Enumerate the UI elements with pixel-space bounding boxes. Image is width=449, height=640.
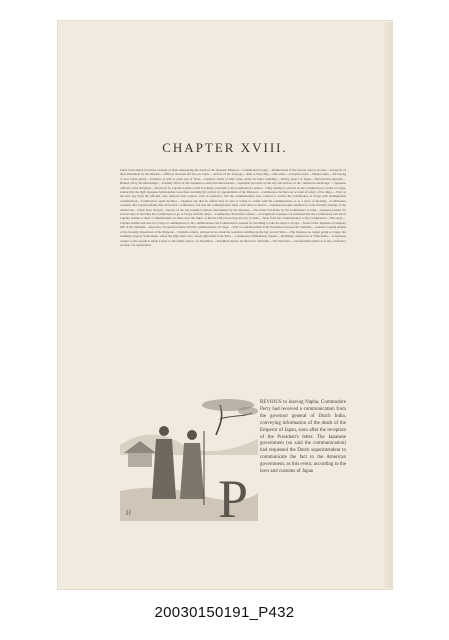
engraving-illustration — [120, 395, 258, 521]
body-paragraph — [260, 400, 346, 476]
chapter-summary: Letter from Dutch Governor General of India announcing the death of the Japanese Emperor.—Commodore's reply.—Enumeration of the several objects in view.—Prospects of their attainment by the mission.—Officers and men left in Lew Chew.—Arrival of the Saratoga.—Run to Yedo Bay.—Oho-sima.—Cleopatra Isles.—Mijako-sima.—All belong to Lew Chew group.—Entrance of gulf or outer bay of Yedo.—Japanese charts of little value, made for mere sounding.—Wintry aspect of Japan.—Macedonian aground.—Hauled off by the Mississippi.—Friendly offers of the Japanese to assist the Macedonian.—Squadron proceeds up the bay and anchors at the "American anchorage."—Japanese officials come alongside.—Received by Captain Adams on the Powhatan, pursuant to the Commodore's orders.—They attempt to prevail on the Commodore to return to Uraga, stating that the high Japanese functionaries were there awaiting his arrival, by appointment of the Emperor.—Commodore declines on account of safety of the ships.—Visit on the next day from the officials, who reiterate their request, with an assurance, that the commissioners were ordered to receive the Commodore at Uraga with distinguished consideration.—Commodore again declines.—Japanese ask that an officer may be sent to Uraga to confer with the commissioners as to a place of meeting.—Commodore consents that Captain Adams may hold such a conference, but that the commissioners must come there to hold it.—Japanese become alarmed as to the friendly feelings of the Americans.—Their fears allayed.—Survey of the bay resumed without interruption by the Japanese.—Our boats forbidden by the Commodore to land.—Japanese ponder for several days in devising the Commodore to go to Uraga with the ships.—Commodore invariably refuses.—At length the Japanese are informed that the Commodore will allow Captain Adams to meet a commissioner on shore near the ships, or that he will proceed up the bay to Yedo.—Note from the commissioners to the Commodore.—His reply.—Captain Adams sent down to Uraga to communicate to the commissioners the Commodore's reasons for declining to take the ships to Uraga.—Scene of the Japanese accompany him in the Vandalia.—Interview of Captain Adams with the commissioners at Uraga.—Visit to Captain Adams from Yezaimon on board the Vandalia.—Assures Captain Adams of the friendly disposition of the Emperor.—Vandalia returns, and perceives about the squadron standing up the bay toward Yedo.—The Japanese no longer going to Uraga, but suddenly propose Yoku-hama, where the ships then were, about eight miles from Yedo.—Commodore immediately assents.—Buildings constructed at Yoku-hama.—A Japanese courier to the squadron sends a letter to his family ashore, by Yezaimon.—Yezaimon desires an interview with him.—The interview.—Ceremonials settled as to the conference on shore for negotiation. — [120, 168, 346, 247]
lead-word: REVIOUS — [260, 400, 282, 405]
drop-cap-letter: P — [218, 469, 249, 521]
body-text: to leaving Napha, Commodore Perry had received a communication from the governor general of Dutch India, conveying information of the death of the Emperor of Japan, soon after the reception of the President's letter. The Japanese government (so said the communication) had requested the Dutch superintendent to communicate the fact to the American government, as this event, according to the laws and customs of Japan — [260, 400, 346, 475]
svg-text:H: H — [126, 509, 132, 517]
image-caption: 20030150191_P432 — [154, 604, 295, 621]
chapter-title: CHAPTER XVIII. — [162, 140, 288, 155]
page-edge — [384, 22, 393, 588]
